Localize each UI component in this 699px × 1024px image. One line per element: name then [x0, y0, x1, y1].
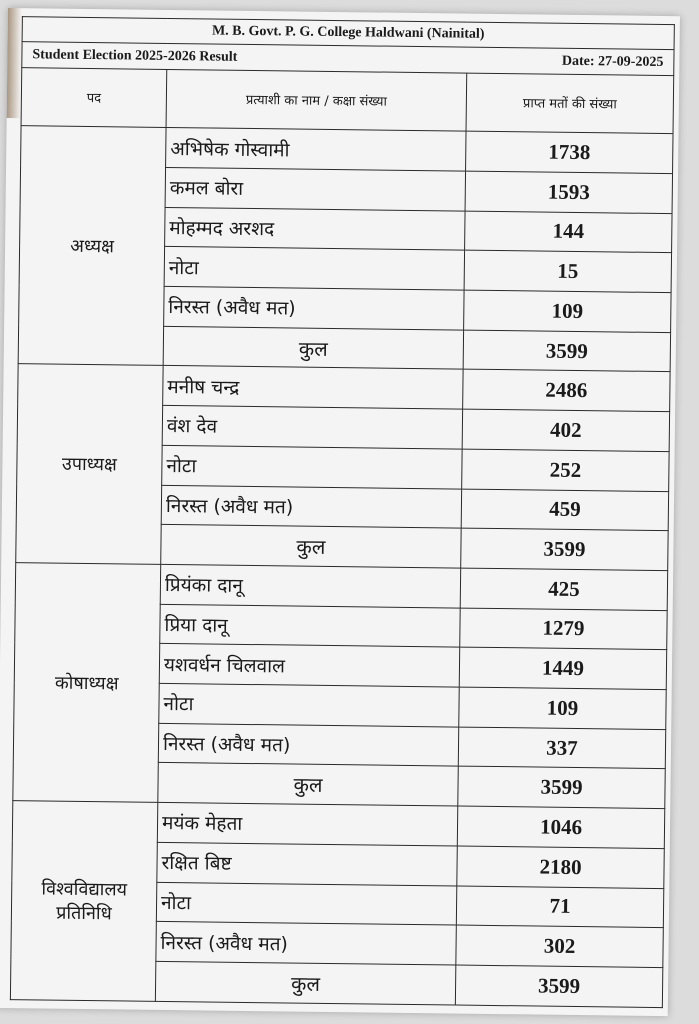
- vote-count: 71: [456, 886, 663, 928]
- candidate-name: निरस्त (अवैध मत): [158, 723, 458, 766]
- candidate-name: प्रियंका दानू: [160, 564, 460, 607]
- total-votes: 3599: [458, 766, 665, 808]
- candidate-name: नोटा: [162, 445, 462, 488]
- candidate-name: मोहम्मद अरशद: [165, 207, 465, 250]
- vote-count: 109: [459, 687, 666, 729]
- vote-count: 337: [458, 727, 665, 769]
- candidate-name: नोटा: [164, 247, 464, 290]
- total-label: कुल: [158, 763, 458, 806]
- vote-count: 402: [462, 409, 669, 451]
- column-header-post: पद: [21, 67, 167, 127]
- vote-count: 1046: [457, 806, 664, 848]
- total-votes: 3599: [463, 330, 670, 372]
- result-sheet: [0, 8, 680, 1016]
- candidate-row: [12, 801, 664, 849]
- candidate-name: मयंक मेहता: [157, 803, 457, 846]
- vote-count: 1593: [465, 171, 672, 213]
- candidate-name: यशवर्धन चिलवाल: [159, 644, 459, 687]
- candidate-row: [15, 563, 667, 611]
- vote-count: 1738: [466, 131, 673, 173]
- post-name: विश्वविद्यालय प्रतिनिधि: [10, 801, 157, 1002]
- post-name: कोषाध्यक्ष: [13, 563, 161, 803]
- candidate-name: कमल बोरा: [165, 167, 465, 210]
- column-header-votes: प्राप्त मतों की संख्या: [466, 73, 674, 134]
- candidate-name: नोटा: [159, 683, 459, 726]
- candidate-row: [18, 364, 670, 412]
- vote-count: 459: [461, 489, 668, 531]
- column-header-candidate: प्रत्याशी का नाम / कक्षा संख्या: [166, 69, 467, 131]
- vote-count: 109: [464, 290, 671, 332]
- candidate-name: वंश देव: [162, 406, 462, 449]
- total-label: कुल: [163, 326, 463, 369]
- candidate-name: प्रिया दानू: [160, 604, 460, 647]
- candidate-name: नोटा: [156, 882, 456, 925]
- vote-count: 1449: [459, 647, 666, 689]
- column-header-row: [21, 67, 674, 133]
- total-label: कुल: [155, 961, 455, 1005]
- candidate-name: निरस्त (अवैध मत): [156, 922, 456, 965]
- vote-count: 2180: [457, 846, 664, 888]
- total-votes: 3599: [455, 965, 662, 1008]
- post-name: उपाध्यक्ष: [16, 364, 163, 564]
- candidate-name: रक्षित बिष्ट: [157, 842, 457, 885]
- result-table: [10, 16, 675, 1008]
- vote-count: 252: [462, 449, 669, 491]
- total-label: कुल: [161, 525, 461, 568]
- total-votes: 3599: [461, 528, 668, 570]
- vote-count: 2486: [463, 369, 670, 411]
- candidate-name: मनीष चन्द्र: [163, 366, 463, 409]
- candidate-name: निरस्त (अवैध मत): [161, 485, 461, 528]
- result-date: Date: 27-09-2025: [561, 53, 664, 70]
- page-edge-shadow: [7, 8, 22, 118]
- post-name: अध्यक्ष: [18, 126, 166, 366]
- college-title: M. B. Govt. P. G. College Haldwani (Nainital): [22, 17, 674, 50]
- candidate-row: [21, 126, 673, 174]
- vote-count: 425: [460, 568, 667, 610]
- candidate-name: अभिषेक गोस्वामी: [166, 128, 466, 171]
- election-title: Student Election 2025-2026 Result: [32, 46, 238, 65]
- vote-count: 1279: [460, 608, 667, 650]
- vote-count: 302: [456, 925, 663, 967]
- vote-count: 144: [465, 211, 672, 253]
- vote-count: 15: [464, 250, 671, 292]
- candidate-name: निरस्त (अवैध मत): [164, 286, 464, 329]
